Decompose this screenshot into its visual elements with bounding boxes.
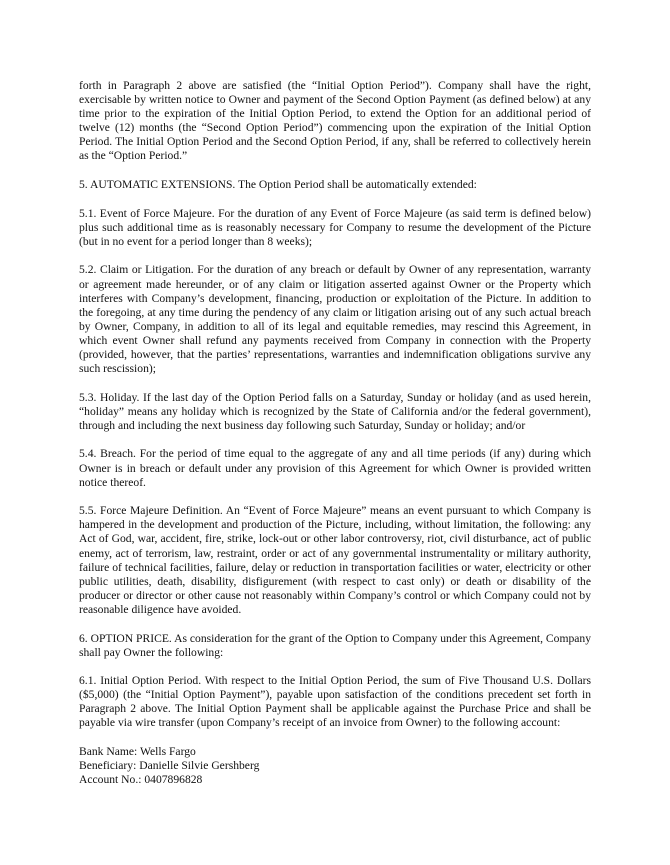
paragraph-6-1-initial-option-period: 6.1. Initial Option Period. With respect to the Initial Option Period, the sum of Five Thousand U.S. Dollars ($5,000) (the “Initial Option Payment”), payable upon satisfaction of the conditions precedent set forth in Paragraph 2 above. The Initial Option Payment shall be applicable against the Purchase Price and shall be payable via wire transfer (upon Company’s receipt of an invoice from Owner) to the following account: [79,674,591,730]
paragraph-option-period-continuation: forth in Paragraph 2 above are satisfied (the “Initial Option Period”). Company shall have the right, exercisable by written notice to Owner and payment of the Second Option Payment (as defined below) at any time prior to the expiration of the Initial Option Period, to extend the Option for an additional period of twelve (12) months (the “Second Option Period”) commencing upon the expiration of the Initial Option Period. The Initial Option Period and the Second Option Period, if any, shall be referred to collectively herein as the “Option Period.” [79,79,591,163]
paragraph-5-4-breach: 5.4. Breach. For the period of time equal to the aggregate of any and all time periods (if any) during which Owner is in breach or default under any provision of this Agreement for which Owner is provided written notice thereof. [79,447,591,489]
paragraph-5-2-claim-litigation: 5.2. Claim or Litigation. For the duration of any breach or default by Owner of any representation, warranty or agreement made hereunder, or of any claim or litigation asserted against Owner or the Property which interferes with Company’s development, financing, production or exploitation of the Picture. In addition to the foregoing, at any time during the pendency of any claim or litigation arising out of any such actual breach by Owner, Company, in addition to all of its legal and equitable remedies, may rescind this Agreement, in which event Owner shall refund any payments received from Company in connection with the Property (provided, however, that the parties’ representations, warranties and indemnification obligations survive any such rescission); [79,263,591,376]
document-body [79,79,591,787]
paragraph-5-3-holiday: 5.3. Holiday. If the last day of the Option Period falls on a Saturday, Sunday or holiday (and as used herein, “holiday” means any holiday which is recognized by the State of California and/or the federal government), through and including the next business day following such Saturday, Sunday or holiday; and/or [79,390,591,432]
paragraph-section-6-option-price: 6. OPTION PRICE. As consideration for the grant of the Option to Company under this Agreement, Company shall pay Owner the following: [79,631,591,659]
account-number: Account No.: 0407896828 [79,773,203,787]
paragraph-section-5-heading: 5. AUTOMATIC EXTENSIONS. The Option Period shall be automatically extended: [79,178,477,192]
beneficiary: Beneficiary: Danielle Silvie Gershberg [79,759,260,773]
paragraph-5-5-force-majeure-definition: 5.5. Force Majeure Definition. An “Event of Force Majeure” means an event pursuant to which Company is hampered in the development and production of the Picture, including, without limitation, the following: any Act of God, war, accident, fire, strike, lock-out or other labor controversy, riot, civil disturbance, act of public enemy, act of terrorism, law, restraint, order or act of any governmental instrumentality or military authority, failure of technical facilities, failure, delay or reduction in transportation facilities or water, electricity or other public utilities, death, disability, disfigurement (with respect to cast only) or death or disability of the producer or director or other cause not reasonably within Company’s control or which Company could not by reasonable diligence have avoided. [79,504,591,616]
paragraph-5-1-force-majeure: 5.1. Event of Force Majeure. For the duration of any Event of Force Majeure (as said term is defined below) plus such additional time as is reasonably necessary for Company to resume the development of the Picture (but in no event for a period longer than 8 weeks); [79,206,591,248]
bank-account-details [79,745,591,787]
bank-name: Bank Name: Wells Fargo [79,745,196,759]
